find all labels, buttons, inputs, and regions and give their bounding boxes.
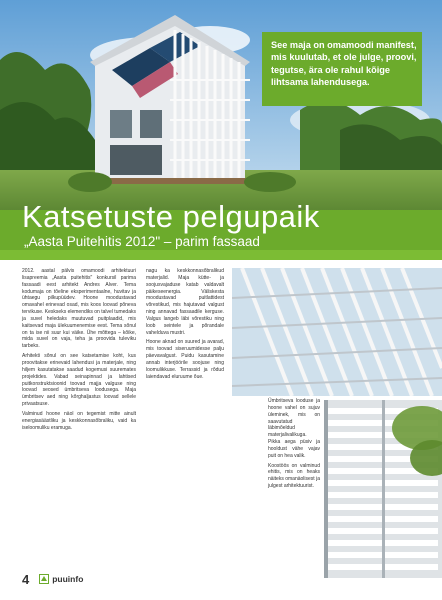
- body-paragraph: Arhitekti sõnul on see katsetamise koht, kus proovitakse erinevaid lahendusi ja materjale, ning hiljem kasutatakse saadud kogemusi suuremates projektides. Vabad seinapinnad ja lahtised puitkonstruktsioonid toovad majja valguse ning loovad seosed ümbritseva loodusega. Maja ümbritsev aed ning kõrghaljastus loovad sellele privaatsuse.: [22, 353, 136, 408]
- article-title: Katsetuste pelgupaik: [22, 199, 320, 234]
- pull-quote-line: tegutse, ära ole rahul kõige: [271, 64, 390, 75]
- body-column-1: [22, 268, 136, 434]
- body-paragraph: Koostöös on valminud ehitis, mis on heaks näiteks omanäolisest ja julgest arhitektuurist.: [268, 462, 320, 490]
- puuinfo-logo-icon: [39, 574, 49, 584]
- body-paragraph: 2012. aastal pälvis omamoodi arhitektuuri lisapreemia „Aasta puitehitis" konkursil parima fassaadi eest arhitekt Andres Alver. Tema kodumaja on tõeline eksperimentaalne, huvitav ja ühtaegu pilkupüüdev. Hoone moodustavad omavahel erinevad osad, mis koos loovad põneva tervikuse. Keskseks elemendiks on talvel tumedaks ja suvel heledaks muutuvad puitplaadid, mis kaitsevad maja ülekuumenemise eest. Tema sõnul on ta ise nii suur kui väike. Ühe mõttega – kõike, mida suvel on vaja, teha ja proovida tuleviku tarbeks.: [22, 268, 136, 350]
- pull-quote-line: lihtsama lahendusega.: [271, 77, 370, 88]
- body-paragraph: nagu ka keskkonnasõbralikud materjalid. Maja kütte- ja soojusvajaduse katab valdavalt päikeseenergia. Väliskesta moodustavad puitlattidest võrestikud, mis hajutavad valgust ning annavad fassaadile kerguse. Valgus langeb läbi võrestiku ning loob seintele ja põrandale vahelduva mustri.: [146, 268, 224, 336]
- body-column-3: [268, 398, 320, 493]
- page-footer: [22, 571, 83, 587]
- page-number: 4: [22, 571, 30, 587]
- body-paragraph: Ümbritseva looduse ja hoone vahel on sujuv üleminek, mis on saavutatud läbimõeldud materjalivalikuga. Pikka aega püsiv ja hooldust vähe vajav puit on hea valik.: [268, 398, 320, 459]
- brand-name: puuinfo: [52, 574, 84, 584]
- title-banner-strip: [0, 250, 442, 260]
- detail-photo: [232, 268, 442, 578]
- body-paragraph: Valminud hoone näol on tegemist mitte ainult energiasäästliku ja keskkonnasõbraliku, vaid ka iseloomuliku eramuga.: [22, 410, 136, 431]
- pull-quote: [262, 32, 422, 106]
- article-subtitle: „Aasta Puitehitis 2012" – parim fassaad: [24, 234, 260, 249]
- body-paragraph: Hoone aknad on suured ja avarad, mis toovad siseruumidesse palju päevavalgust. Puidu kasutamine annab interjöörile soojuse ning loomulikkuse. Terrassid ja rõdud laiendavad eluruume õue.: [146, 339, 224, 380]
- pull-quote-line: See maja on omamoodi manifest,: [271, 40, 417, 50]
- pull-quote-line: mis kuulutab, et ole julge, proovi,: [271, 52, 417, 63]
- body-column-2: [146, 268, 224, 384]
